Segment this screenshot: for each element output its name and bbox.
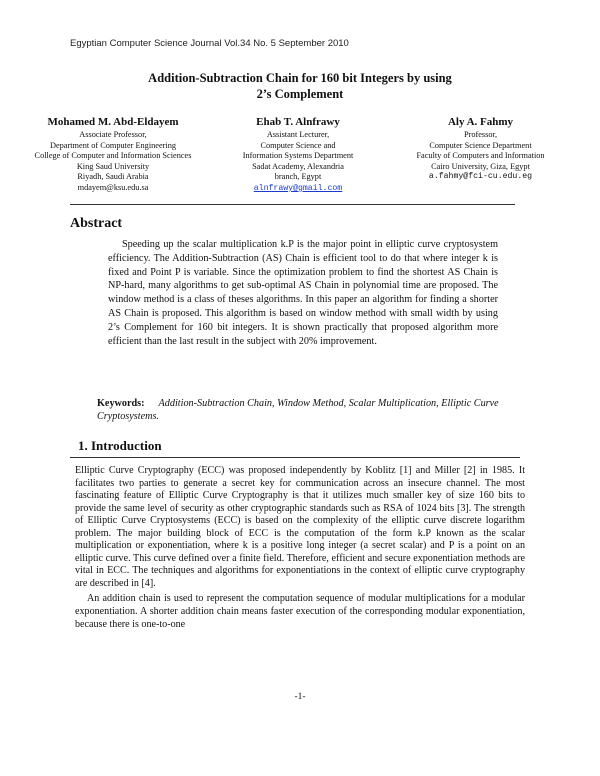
- author-affiliation-line: Computer Science Department: [429, 140, 532, 150]
- author-affiliation-line: Computer Science and: [260, 140, 336, 150]
- author-2: [218, 115, 378, 195]
- author-affiliation-line: King Saud University: [76, 161, 150, 171]
- page-number: -1-: [294, 692, 306, 702]
- keywords: [97, 397, 517, 423]
- author-affiliation-line: Riyadh, Saudi Arabia: [77, 172, 149, 182]
- author-email: mdayem@ksu.edu.sa: [77, 182, 149, 192]
- author-affiliation-line: branch, Egypt: [274, 172, 322, 182]
- abstract-text: Speeding up the scalar multiplication k.P is the major point in elliptic curve cryptosystem efficiency. The Addition-Subtraction (AS) Chain is efficient tool to do that where integer k is fixed and Point P is variable. Since the optimization problem to find the shortest AS Chain is NP-hard, many algorithms to get sub-optimal AS Chain in polynomial time are proposed. The window method is a class of theses algorithms. In this paper an algorithm for finding a shorter AS Chain is proposed. This algorithm is based on window method with small width by using 2’s Complement for 160 bit integers. It is shown practically that proposed algorithm more efficient than the last result in the subject with 20% improvement.: [108, 239, 498, 347]
- author-affiliation-line: College of Computer and Information Sciences: [34, 151, 192, 161]
- author-affiliation-line: Associate Professor,: [79, 130, 147, 139]
- author-affiliation-line: Information Systems Department: [242, 151, 354, 161]
- title-line-2: 2’s Complement: [256, 87, 344, 101]
- paragraph: An addition chain is used to represent the computation sequence of modular multiplications for a modular exponentiation. A shorter addition chain means faster execution of the corresponding modular exponentiation, because there is one-to-one: [75, 593, 525, 630]
- paragraph: Elliptic Curve Cryptography (ECC) was proposed independently by Koblitz [1] and Miller [2] in 1985. It facilitates two parties to generate a secret key for communication across an insecure channel. The most fascinating feature of Elliptic Curve Cryptography is that it utilizes much smaller key of size 160 bits to provide the same level of security as other cryptographic standards such as RSA of 1024 bits [3]. The strength of Elliptic Curve Cryptosystems (ECC) is based on the complexity of the elliptic curve discrete logarithm problem. The major building block of ECC is the computation of the form k.P known as the scalar multiplication or exponentiation, where k is a positive long integer (a secret scalar) and P is a point on an elliptic curve. This curve defined over a finite field. Therefore, efficient and secure exponentiation methods are vital in ECC. The techniques and algorithms for exponentiations in the context of elliptic curve cryptography are described in [4].: [75, 465, 525, 589]
- author-name: Mohamed M. Abd-Eldayem: [47, 116, 179, 128]
- keywords-label: Keywords:: [97, 398, 145, 409]
- author-affiliation-line: Sadat Academy, Alexandria: [252, 161, 344, 171]
- title-divider: [70, 204, 515, 205]
- author-3: [378, 115, 583, 183]
- paper-title: [80, 70, 520, 102]
- section-heading-introduction: 1. Introduction: [78, 438, 162, 453]
- abstract-heading: Abstract: [70, 216, 123, 231]
- section-divider: [70, 457, 520, 458]
- author-affiliation-line: Cairo University, Giza, Egypt: [431, 161, 530, 171]
- title-line-1: Addition-Subtraction Chain for 160 bit Integers by using: [148, 71, 452, 85]
- keywords-text: Addition-Subtraction Chain, Window Method, Scalar Multiplication, Elliptic Curve Cryptosystems.: [97, 398, 499, 422]
- author-affiliation-line: Professor,: [463, 130, 498, 139]
- author-email-link[interactable]: alnfrawy@gmail.com: [253, 183, 343, 193]
- introduction-body: [75, 465, 525, 634]
- author-1: [8, 115, 218, 194]
- author-affiliation-line: Faculty of Computers and Information: [416, 151, 545, 161]
- author-affiliation-line: Department of Computer Engineering: [49, 140, 177, 150]
- author-name: Ehab T. Alnfrawy: [256, 116, 340, 128]
- author-affiliation-line: Assistant Lecturer,: [266, 130, 330, 139]
- author-name: Aly A. Fahmy: [447, 116, 514, 128]
- author-email: a.fahmy@fci-cu.edu.eg: [428, 172, 533, 182]
- journal-header: Egyptian Computer Science Journal Vol.34 No. 5 September 2010: [70, 38, 349, 49]
